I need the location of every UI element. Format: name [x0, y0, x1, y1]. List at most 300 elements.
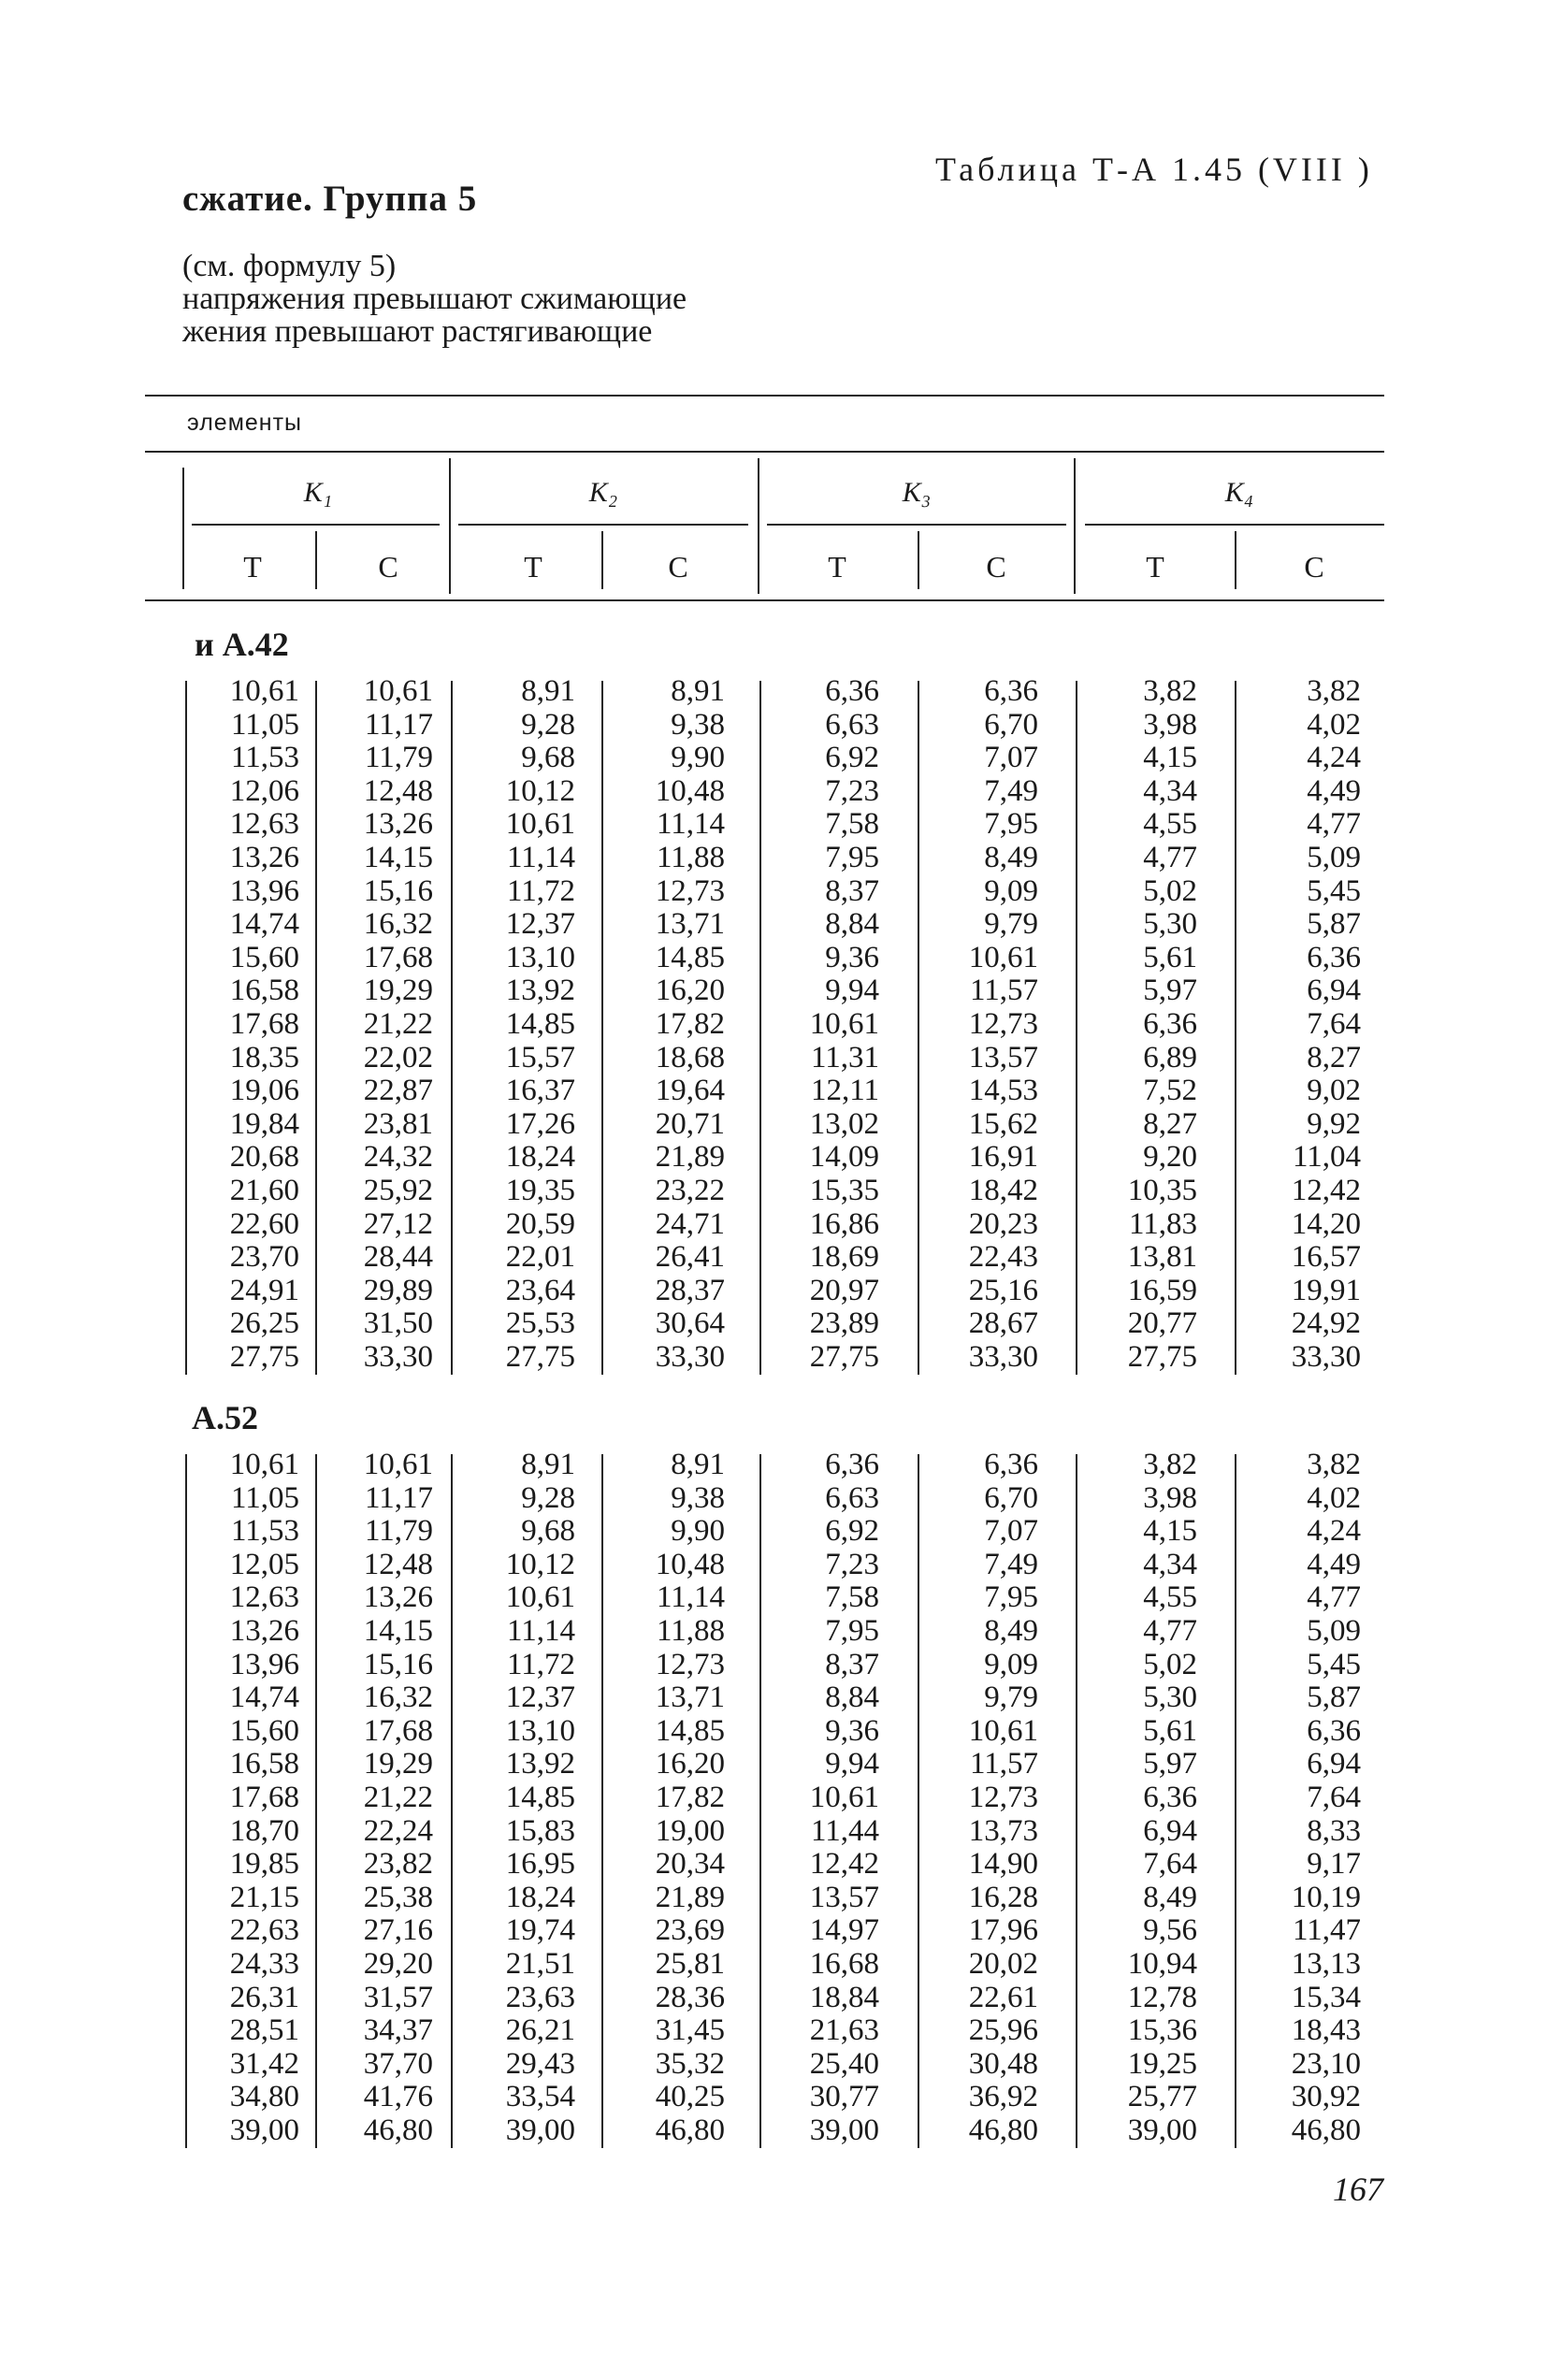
- header-t: Т: [243, 550, 262, 584]
- table-cell: 11,14: [506, 840, 575, 874]
- table-cell: 6,92: [825, 741, 879, 775]
- table-cell: 6,70: [984, 707, 1038, 742]
- table-cell: 22,60: [229, 1206, 299, 1241]
- group-rule-k1: [192, 524, 440, 526]
- header-divider: [182, 468, 184, 589]
- table-cell: 16,68: [809, 1946, 879, 1981]
- table-cell: 9,09: [984, 1647, 1038, 1681]
- table-cell: 19,35: [505, 1173, 575, 1207]
- table-cell: 13,57: [809, 1880, 879, 1914]
- table-cell: 9,68: [521, 741, 575, 775]
- table-cell: 21,51: [505, 1946, 575, 1981]
- table-cell: 29,43: [505, 2046, 575, 2081]
- table-cell: 39,00: [1127, 2113, 1197, 2147]
- table-cell: 4,77: [1307, 1580, 1361, 1615]
- table-cell: 12,78: [1127, 1980, 1197, 2014]
- table-cell: 10,61: [229, 1448, 299, 1481]
- table-cell: 7,07: [984, 741, 1038, 775]
- table-cell: 8,37: [825, 1647, 879, 1681]
- table-cell: 25,40: [809, 2046, 879, 2081]
- table-cell: 20,71: [655, 1106, 725, 1141]
- table-cell: 28,36: [655, 1980, 725, 2014]
- table-cell: 4,49: [1307, 1547, 1361, 1581]
- table-cell: 11,14: [506, 1613, 575, 1648]
- table-cell: 7,95: [984, 807, 1038, 842]
- table-cell: 9,79: [984, 1680, 1038, 1715]
- table-cell: 7,95: [825, 1613, 879, 1648]
- table-cell: 10,35: [1127, 1173, 1197, 1207]
- table-cell: 10,19: [1291, 1880, 1361, 1914]
- group-rule-k4: [1085, 524, 1384, 526]
- table-cell: 19,00: [655, 1813, 725, 1848]
- table-cell: 13,13: [1291, 1946, 1361, 1981]
- table-cell: 23,69: [655, 1913, 725, 1948]
- table-cell: 4,15: [1143, 741, 1197, 775]
- header-c: С: [378, 550, 398, 584]
- table-cell: 46,80: [1291, 2113, 1361, 2147]
- table-cell: 23,22: [655, 1173, 725, 1207]
- table-cell: 8,37: [825, 873, 879, 908]
- table-cell: 10,48: [655, 1547, 725, 1581]
- table-cell: 7,49: [984, 773, 1038, 808]
- table-cell: 30,48: [968, 2046, 1038, 2081]
- table-cell: 7,64: [1307, 1780, 1361, 1814]
- table-cell: 17,96: [968, 1913, 1038, 1948]
- table-cell: 14,09: [809, 1140, 879, 1175]
- header-t: Т: [828, 550, 846, 584]
- table-cell: 11,72: [506, 873, 575, 908]
- table-cell: 10,61: [229, 674, 299, 708]
- page-number: 167: [1333, 2171, 1383, 2208]
- table-cell: 6,94: [1307, 974, 1361, 1008]
- table-cell: 6,36: [825, 674, 879, 708]
- table-cell: 15,36: [1127, 2013, 1197, 2048]
- table-cell: 27,12: [363, 1206, 433, 1241]
- table-cell: 17,68: [229, 1006, 299, 1041]
- table-cell: 22,01: [505, 1240, 575, 1275]
- group-rule-k2: [458, 524, 748, 526]
- table-column: [907, 675, 1038, 1374]
- table-cell: 9,36: [825, 940, 879, 974]
- header-divider: [1074, 458, 1076, 594]
- table-cell: 3,82: [1143, 1448, 1197, 1481]
- table-cell: 10,48: [655, 773, 725, 808]
- table-cell: 11,57: [969, 1747, 1038, 1781]
- table-cell: 13,92: [505, 1747, 575, 1781]
- table-cell: 13,73: [968, 1813, 1038, 1848]
- header-divider: [315, 531, 317, 589]
- table-cell: 18,84: [809, 1980, 879, 2014]
- table-cell: 46,80: [363, 2113, 433, 2147]
- table-cell: 27,16: [363, 1913, 433, 1948]
- table-cell: 11,14: [656, 1580, 725, 1615]
- table-cell: 22,24: [363, 1813, 433, 1848]
- table-cell: 4,24: [1307, 1514, 1361, 1549]
- table-cell: 6,36: [1307, 940, 1361, 974]
- table-cell: 16,91: [968, 1140, 1038, 1175]
- table-cell: 27,75: [505, 1339, 575, 1374]
- rule-header: [145, 451, 1384, 453]
- table-cell: 18,68: [655, 1040, 725, 1075]
- table-cell: 33,30: [363, 1339, 433, 1374]
- table-cell: 25,77: [1127, 2080, 1197, 2114]
- table-cell: 31,50: [363, 1306, 433, 1341]
- table-cell: 8,49: [984, 840, 1038, 874]
- table-cell: 15,62: [968, 1106, 1038, 1141]
- table-cell: 23,64: [505, 1273, 575, 1307]
- table-column: [302, 1449, 433, 2147]
- table-cell: 10,12: [505, 773, 575, 808]
- section-label: и А.42: [195, 626, 289, 663]
- table-cell: 8,27: [1143, 1106, 1197, 1141]
- table-cell: 11,83: [1128, 1206, 1197, 1241]
- table-cell: 5,09: [1307, 1613, 1361, 1648]
- table-cell: 22,61: [968, 1980, 1038, 2014]
- table-cell: 7,23: [825, 773, 879, 808]
- table-column: [907, 1449, 1038, 2147]
- table-column: [1230, 675, 1361, 1374]
- table-cell: 3,82: [1143, 674, 1197, 708]
- table-cell: 13,57: [968, 1040, 1038, 1075]
- table-cell: 19,29: [363, 1747, 433, 1781]
- table-cell: 10,61: [968, 1713, 1038, 1748]
- table-cell: 10,61: [505, 807, 575, 842]
- table-cell: 3,98: [1143, 707, 1197, 742]
- table-cell: 12,73: [968, 1780, 1038, 1814]
- table-cell: 21,60: [229, 1173, 299, 1207]
- table-cell: 46,80: [655, 2113, 725, 2147]
- table-cell: 9,94: [825, 1747, 879, 1781]
- table-cell: 9,36: [825, 1713, 879, 1748]
- table-cell: 5,61: [1143, 1713, 1197, 1748]
- table-cell: 13,92: [505, 974, 575, 1008]
- table-cell: 19,29: [363, 974, 433, 1008]
- table-cell: 11,88: [656, 840, 725, 874]
- table-cell: 7,95: [984, 1580, 1038, 1615]
- table-cell: 23,82: [363, 1847, 433, 1882]
- table-cell: 17,82: [655, 1780, 725, 1814]
- table-cell: 20,02: [968, 1946, 1038, 1981]
- table-cell: 4,77: [1143, 1613, 1197, 1648]
- table-cell: 6,36: [1307, 1713, 1361, 1748]
- table-cell: 10,94: [1127, 1946, 1197, 1981]
- section-label: А.52: [192, 1399, 258, 1436]
- header-k3: K₃: [902, 477, 932, 508]
- table-cell: 15,60: [229, 1713, 299, 1748]
- table-cell: 34,80: [229, 2080, 299, 2114]
- table-cell: 14,20: [1291, 1206, 1361, 1241]
- table-cell: 15,16: [363, 873, 433, 908]
- table-cell: 16,86: [809, 1206, 879, 1241]
- table-cell: 31,42: [229, 2046, 299, 2081]
- table-cell: 16,20: [655, 974, 725, 1008]
- table-cell: 6,89: [1143, 1040, 1197, 1075]
- table-cell: 9,20: [1143, 1140, 1197, 1175]
- table-cell: 12,73: [655, 1647, 725, 1681]
- table-cell: 7,58: [825, 1580, 879, 1615]
- table-cell: 16,37: [505, 1074, 575, 1108]
- table-cell: 39,00: [505, 2113, 575, 2147]
- table-cell: 46,80: [968, 2113, 1038, 2147]
- table-cell: 16,28: [968, 1880, 1038, 1914]
- table-cell: 25,96: [968, 2013, 1038, 2048]
- table-cell: 20,68: [229, 1140, 299, 1175]
- table-cell: 7,95: [825, 840, 879, 874]
- table-cell: 5,97: [1143, 974, 1197, 1008]
- table-cell: 8,84: [825, 1680, 879, 1715]
- table-cell: 9,90: [671, 1514, 725, 1549]
- table-column: [444, 675, 575, 1374]
- table-cell: 6,36: [1143, 1006, 1197, 1041]
- table-cell: 22,02: [363, 1040, 433, 1075]
- table-cell: 23,10: [1291, 2046, 1361, 2081]
- rule-top: [145, 395, 1384, 397]
- table-cell: 11,88: [656, 1613, 725, 1648]
- table-cell: 9,17: [1307, 1847, 1361, 1882]
- table-cell: 35,32: [655, 2046, 725, 2081]
- table-cell: 8,27: [1307, 1040, 1361, 1075]
- table-cell: 6,94: [1143, 1813, 1197, 1848]
- table-cell: 12,73: [655, 873, 725, 908]
- table-cell: 18,24: [505, 1140, 575, 1175]
- table-cell: 20,77: [1127, 1306, 1197, 1341]
- table-cell: 21,63: [809, 2013, 879, 2048]
- table-cell: 27,75: [1127, 1339, 1197, 1374]
- table-cell: 41,76: [363, 2080, 433, 2114]
- table-cell: 9,79: [984, 907, 1038, 942]
- table-cell: 16,58: [229, 1747, 299, 1781]
- table-cell: 17,26: [505, 1106, 575, 1141]
- table-cell: 6,63: [825, 1480, 879, 1515]
- table-cell: 27,75: [229, 1339, 299, 1374]
- header-t: Т: [524, 550, 542, 584]
- table-cell: 8,91: [671, 674, 725, 708]
- table-cell: 12,37: [505, 1680, 575, 1715]
- table-cell: 11,17: [364, 707, 433, 742]
- header-divider: [758, 458, 759, 594]
- table-cell: 9,92: [1307, 1106, 1361, 1141]
- table-cell: 5,87: [1307, 1680, 1361, 1715]
- table-cell: 11,44: [810, 1813, 879, 1848]
- table-cell: 10,12: [505, 1547, 575, 1581]
- table-cell: 9,38: [671, 1480, 725, 1515]
- table-cell: 8,91: [671, 1448, 725, 1481]
- table-cell: 8,33: [1307, 1813, 1361, 1848]
- table-cell: 13,26: [229, 840, 299, 874]
- table-cell: 11,31: [810, 1040, 879, 1075]
- condition-line-1: напряжения превышают сжимающие: [182, 281, 687, 316]
- table-cell: 12,48: [363, 773, 433, 808]
- table-cell: 11,17: [364, 1480, 433, 1515]
- table-cell: 9,28: [521, 1480, 575, 1515]
- table-cell: 28,67: [968, 1306, 1038, 1341]
- table-cell: 33,54: [505, 2080, 575, 2114]
- table-cell: 4,24: [1307, 741, 1361, 775]
- table-cell: 24,32: [363, 1140, 433, 1175]
- table-cell: 8,49: [984, 1613, 1038, 1648]
- table-cell: 16,32: [363, 907, 433, 942]
- table-column: [444, 1449, 575, 2147]
- table-cell: 9,28: [521, 707, 575, 742]
- table-cell: 4,15: [1143, 1514, 1197, 1549]
- table-cell: 12,42: [809, 1847, 879, 1882]
- table-cell: 10,61: [363, 1448, 433, 1481]
- elements-label: элементы: [187, 410, 303, 436]
- table-cell: 9,02: [1307, 1074, 1361, 1108]
- table-cell: 5,30: [1143, 1680, 1197, 1715]
- table-cell: 14,85: [655, 940, 725, 974]
- header-c: С: [668, 550, 688, 584]
- table-cell: 11,14: [656, 807, 725, 842]
- table-cell: 3,82: [1307, 1448, 1361, 1481]
- table-cell: 25,92: [363, 1173, 433, 1207]
- table-cell: 33,30: [968, 1339, 1038, 1374]
- table-cell: 16,32: [363, 1680, 433, 1715]
- table-cell: 12,48: [363, 1547, 433, 1581]
- table-column: [594, 1449, 725, 2147]
- table-cell: 22,87: [363, 1074, 433, 1108]
- table-cell: 11,05: [230, 707, 299, 742]
- table-cell: 5,97: [1143, 1747, 1197, 1781]
- table-cell: 11,47: [1292, 1913, 1361, 1948]
- table-cell: 11,72: [506, 1647, 575, 1681]
- table-cell: 31,57: [363, 1980, 433, 2014]
- rule-header-bottom: [145, 599, 1384, 601]
- table-cell: 19,25: [1127, 2046, 1197, 2081]
- table-cell: 30,64: [655, 1306, 725, 1341]
- table-cell: 13,26: [363, 1580, 433, 1615]
- table-cell: 13,96: [229, 873, 299, 908]
- table-cell: 24,92: [1291, 1306, 1361, 1341]
- table-cell: 21,89: [655, 1140, 725, 1175]
- table-cell: 18,43: [1291, 2013, 1361, 2048]
- table-cell: 5,30: [1143, 907, 1197, 942]
- table-cell: 14,74: [229, 907, 299, 942]
- table-cell: 6,36: [825, 1448, 879, 1481]
- table-cell: 4,55: [1143, 1580, 1197, 1615]
- table-cell: 14,97: [809, 1913, 879, 1948]
- table-cell: 7,58: [825, 807, 879, 842]
- table-cell: 26,25: [229, 1306, 299, 1341]
- table-cell: 8,84: [825, 907, 879, 942]
- table-cell: 24,33: [229, 1946, 299, 1981]
- table-cell: 9,94: [825, 974, 879, 1008]
- table-cell: 13,71: [655, 907, 725, 942]
- table-cell: 30,77: [809, 2080, 879, 2114]
- table-cell: 14,85: [505, 1006, 575, 1041]
- table-column: [168, 1449, 299, 2147]
- table-cell: 12,63: [229, 807, 299, 842]
- table-cell: 5,45: [1307, 1647, 1361, 1681]
- table-cell: 31,45: [655, 2013, 725, 2048]
- table-cell: 16,20: [655, 1747, 725, 1781]
- table-cell: 13,02: [809, 1106, 879, 1141]
- table-cell: 18,69: [809, 1240, 879, 1275]
- table-cell: 13,96: [229, 1647, 299, 1681]
- table-cell: 4,77: [1307, 807, 1361, 842]
- table-cell: 13,71: [655, 1680, 725, 1715]
- table-cell: 27,75: [809, 1339, 879, 1374]
- table-cell: 14,53: [968, 1074, 1038, 1108]
- table-cell: 5,87: [1307, 907, 1361, 942]
- header-k2: K₂: [588, 477, 618, 508]
- table-cell: 19,74: [505, 1913, 575, 1948]
- table-cell: 6,94: [1307, 1747, 1361, 1781]
- table-cell: 4,34: [1143, 773, 1197, 808]
- table-cell: 15,57: [505, 1040, 575, 1075]
- table-cell: 37,70: [363, 2046, 433, 2081]
- formula-reference: (см. формулу 5): [182, 249, 397, 283]
- table-cell: 23,70: [229, 1240, 299, 1275]
- table-cell: 18,42: [968, 1173, 1038, 1207]
- table-cell: 12,37: [505, 907, 575, 942]
- table-column: [302, 675, 433, 1374]
- table-cell: 12,73: [968, 1006, 1038, 1041]
- table-column: [1230, 1449, 1361, 2147]
- table-cell: 11,04: [1292, 1140, 1361, 1175]
- table-cell: 12,42: [1291, 1173, 1361, 1207]
- table-cell: 15,35: [809, 1173, 879, 1207]
- header-t: Т: [1146, 550, 1164, 584]
- table-cell: 21,22: [363, 1780, 433, 1814]
- table-cell: 6,36: [984, 674, 1038, 708]
- header-c: С: [1304, 550, 1324, 584]
- table-column: [1066, 1449, 1197, 2147]
- table-cell: 9,38: [671, 707, 725, 742]
- table-cell: 19,84: [229, 1106, 299, 1141]
- table-cell: 33,30: [1291, 1339, 1361, 1374]
- table-cell: 25,38: [363, 1880, 433, 1914]
- table-cell: 17,68: [363, 1713, 433, 1748]
- table-cell: 24,71: [655, 1206, 725, 1241]
- table-cell: 16,58: [229, 974, 299, 1008]
- table-cell: 13,26: [363, 807, 433, 842]
- table-cell: 8,91: [521, 674, 575, 708]
- table-cell: 25,81: [655, 1946, 725, 1981]
- table-cell: 26,41: [655, 1240, 725, 1275]
- table-cell: 5,02: [1143, 1647, 1197, 1681]
- table-cell: 13,10: [505, 940, 575, 974]
- table-cell: 17,82: [655, 1006, 725, 1041]
- table-cell: 24,91: [229, 1273, 299, 1307]
- table-cell: 11,57: [969, 974, 1038, 1008]
- table-cell: 19,64: [655, 1074, 725, 1108]
- table-cell: 19,91: [1291, 1273, 1361, 1307]
- table-cell: 19,06: [229, 1074, 299, 1108]
- table-cell: 34,37: [363, 2013, 433, 2048]
- table-cell: 21,89: [655, 1880, 725, 1914]
- table-cell: 14,90: [968, 1847, 1038, 1882]
- table-cell: 28,37: [655, 1273, 725, 1307]
- table-cell: 23,89: [809, 1306, 879, 1341]
- table-cell: 23,63: [505, 1980, 575, 2014]
- table-column: [748, 1449, 879, 2147]
- table-cell: 15,16: [363, 1647, 433, 1681]
- table-cell: 13,81: [1127, 1240, 1197, 1275]
- table-cell: 15,60: [229, 940, 299, 974]
- table-cell: 20,23: [968, 1206, 1038, 1241]
- table-cell: 15,34: [1291, 1980, 1361, 2014]
- table-cell: 12,06: [229, 773, 299, 808]
- table-cell: 5,45: [1307, 873, 1361, 908]
- table-cell: 16,59: [1127, 1273, 1197, 1307]
- table-cell: 16,57: [1291, 1240, 1361, 1275]
- table-cell: 7,49: [984, 1547, 1038, 1581]
- table-cell: 22,63: [229, 1913, 299, 1948]
- table-cell: 11,05: [230, 1480, 299, 1515]
- table-cell: 40,25: [655, 2080, 725, 2114]
- table-cell: 22,43: [968, 1240, 1038, 1275]
